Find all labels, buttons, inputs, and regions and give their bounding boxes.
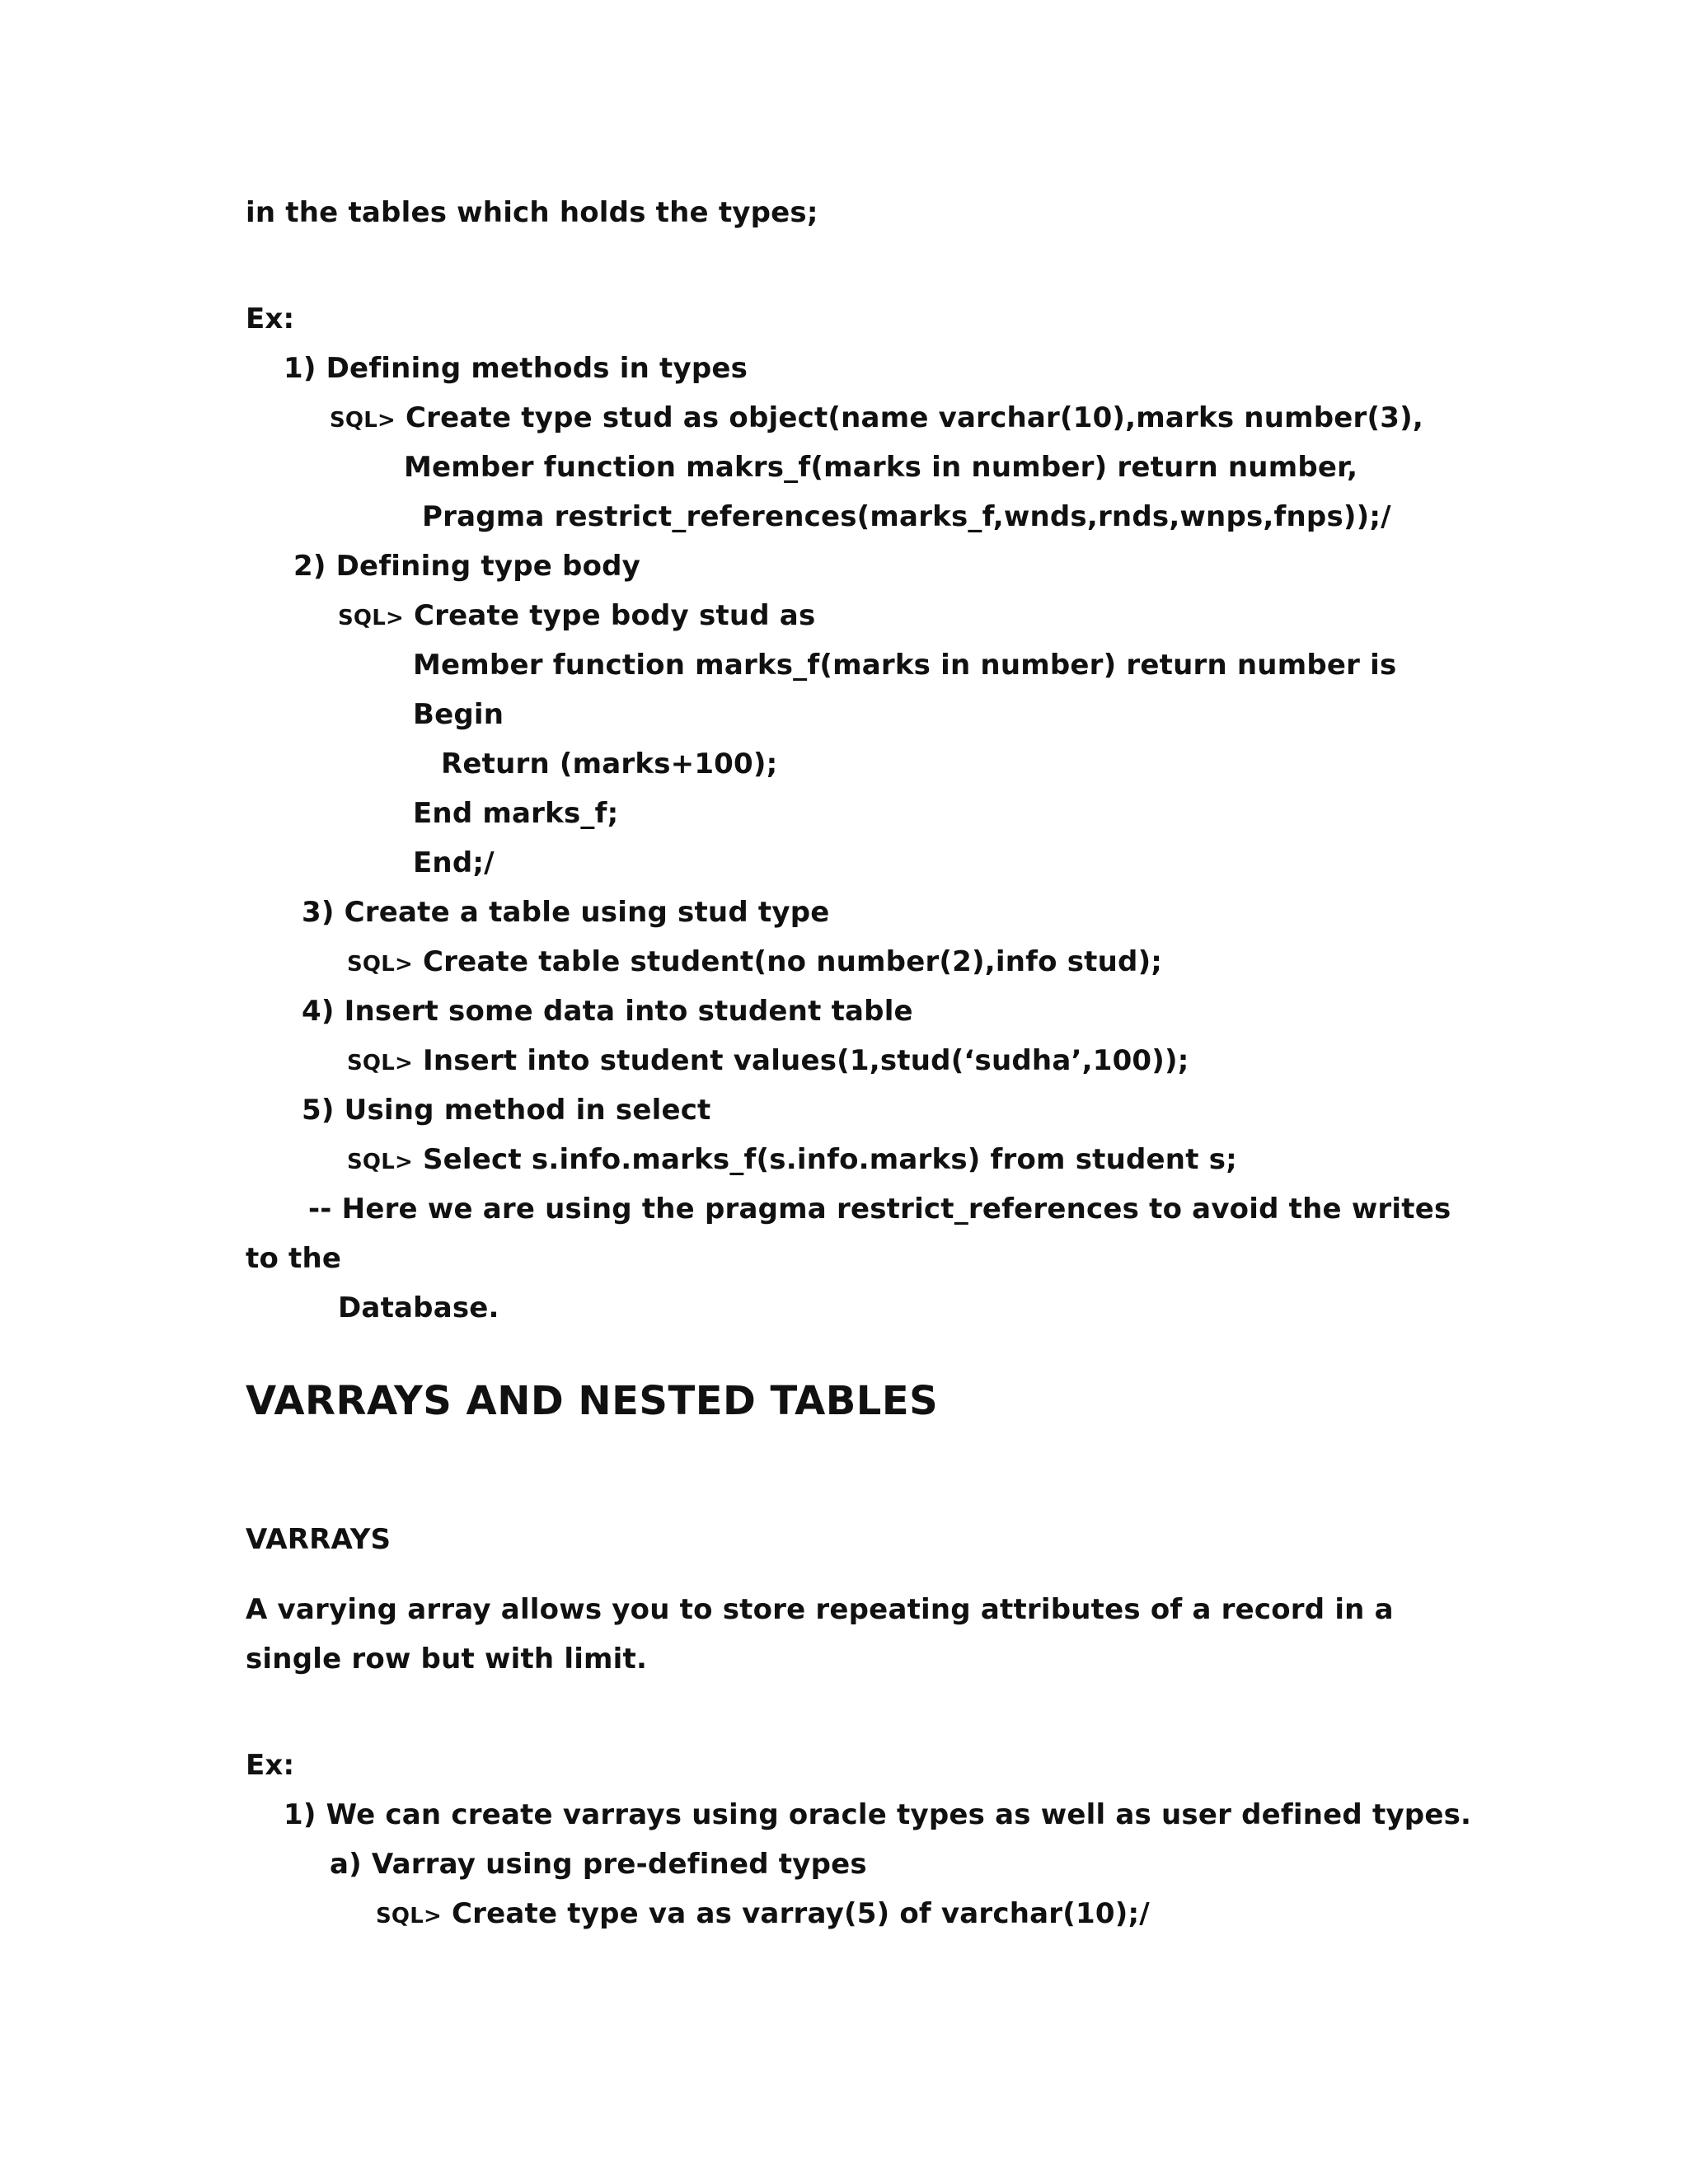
comment-line: Database. xyxy=(338,1291,499,1324)
sql-prompt: SQL> xyxy=(347,1051,413,1076)
sql-prompt: SQL> xyxy=(330,408,396,433)
code-line xyxy=(347,945,1162,981)
code-line: Return (marks+100); xyxy=(441,748,778,780)
code-line: Member function marks_f(marks in number) return number is xyxy=(413,649,1397,682)
code-line: End;/ xyxy=(413,846,495,879)
list-item: 3) Create a table using stud type xyxy=(302,896,830,929)
comment-line: -- Here we are using the pragma restrict_references to avoid the writes xyxy=(308,1193,1451,1226)
code-line xyxy=(330,401,1423,437)
list-item: 1) We can create varrays using oracle types as well as user defined types. xyxy=(284,1798,1472,1831)
list-item: 5) Using method in select xyxy=(302,1094,711,1127)
list-item: a) Varray using pre-defined types xyxy=(330,1848,867,1881)
example-label: Ex: xyxy=(246,1749,295,1782)
list-item: 2) Defining type body xyxy=(293,550,641,583)
sql-prompt: SQL> xyxy=(347,952,413,977)
paragraph-line: A varying array allows you to store repeating attributes of a record in a xyxy=(246,1593,1394,1626)
code-line: End marks_f; xyxy=(413,797,619,830)
code-line: Pragma restrict_references(marks_f,wnds,rnds,wnps,fnps));/ xyxy=(422,500,1391,533)
code-line xyxy=(338,599,815,635)
code-line: Member function makrs_f(marks in number) return number, xyxy=(404,451,1358,484)
list-item: 1) Defining methods in types xyxy=(284,352,748,385)
section-heading: VARRAYS AND NESTED TABLES xyxy=(246,1378,939,1424)
list-item: 4) Insert some data into student table xyxy=(302,995,913,1028)
code-text: Create table student(no number(2),info stud); xyxy=(422,945,1163,978)
paragraph-line: single row but with limit. xyxy=(246,1643,648,1675)
code-line xyxy=(376,1897,1150,1933)
code-line xyxy=(347,1143,1237,1179)
code-text: Select s.info.marks_f(s.info.marks) from student s; xyxy=(422,1143,1237,1176)
sql-prompt: SQL> xyxy=(338,606,404,630)
comment-line: to the xyxy=(246,1242,342,1275)
code-line xyxy=(347,1044,1189,1080)
subheading: VARRAYS xyxy=(246,1523,392,1556)
code-text: Create type body stud as xyxy=(413,599,816,632)
code-text: Create type stud as object(name varchar(10),marks number(3), xyxy=(405,401,1423,434)
text-line: in the tables which holds the types; xyxy=(246,196,818,229)
code-text: Insert into student values(1,stud(‘sudha’,100)); xyxy=(422,1044,1189,1077)
sql-prompt: SQL> xyxy=(376,1904,442,1929)
code-line: Begin xyxy=(413,698,504,731)
example-label: Ex: xyxy=(246,302,295,335)
code-text: Create type va as varray(5) of varchar(10);/ xyxy=(451,1897,1150,1930)
sql-prompt: SQL> xyxy=(347,1150,413,1174)
